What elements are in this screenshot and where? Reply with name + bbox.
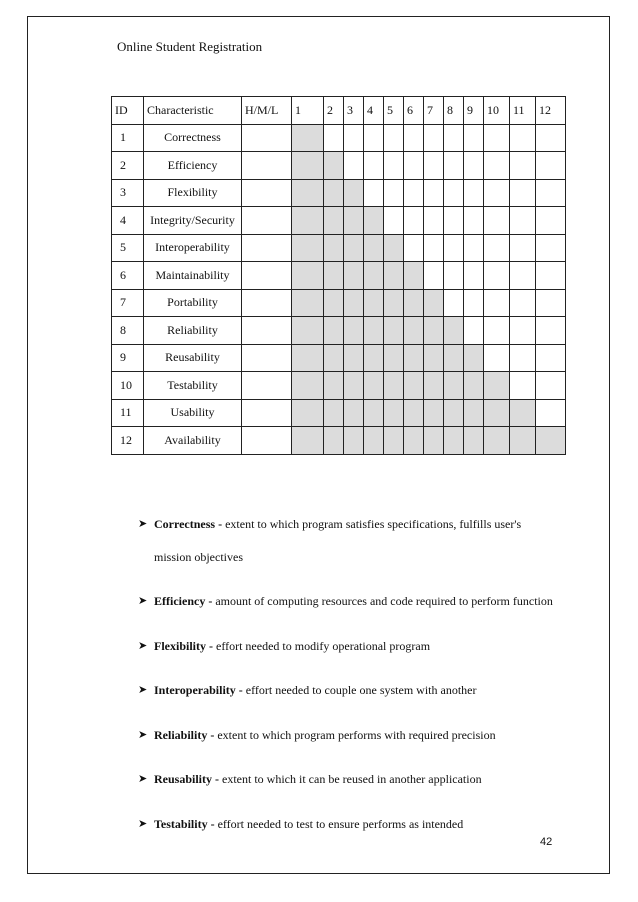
matrix-cell xyxy=(510,152,536,180)
matrix-cell xyxy=(292,124,324,152)
matrix-cell xyxy=(536,262,566,290)
matrix-cell xyxy=(484,234,510,262)
matrix-cell xyxy=(364,399,384,427)
matrix-cell xyxy=(364,372,384,400)
matrix-cell xyxy=(344,372,364,400)
matrix-cell xyxy=(424,289,444,317)
table-row xyxy=(112,124,566,152)
matrix-cell xyxy=(292,344,324,372)
matrix-cell xyxy=(324,152,344,180)
header-cell: 9 xyxy=(464,97,484,125)
matrix-cell xyxy=(404,152,424,180)
matrix-cell xyxy=(536,234,566,262)
matrix-cell xyxy=(424,344,444,372)
matrix-cell xyxy=(464,234,484,262)
matrix-cell xyxy=(344,317,364,345)
matrix-cell xyxy=(324,234,344,262)
hml-cell xyxy=(242,399,292,427)
matrix-cell xyxy=(536,179,566,207)
header-cell: ID xyxy=(112,97,144,125)
matrix-cell xyxy=(444,179,464,207)
characteristic-cell: Correctness xyxy=(144,124,242,152)
definitions-list xyxy=(138,508,558,852)
matrix-cell xyxy=(384,124,404,152)
matrix-cell xyxy=(324,344,344,372)
header-cell: 8 xyxy=(444,97,464,125)
matrix-cell xyxy=(424,262,444,290)
matrix-cell xyxy=(510,372,536,400)
matrix-cell xyxy=(292,207,324,235)
matrix-cell xyxy=(536,317,566,345)
matrix-cell xyxy=(364,427,384,455)
matrix-cell xyxy=(464,372,484,400)
matrix-cell xyxy=(384,262,404,290)
matrix-cell xyxy=(510,234,536,262)
matrix-cell xyxy=(536,289,566,317)
hml-cell xyxy=(242,152,292,180)
hml-cell xyxy=(242,207,292,235)
matrix-cell xyxy=(324,289,344,317)
row-id-cell: 8 xyxy=(112,317,144,345)
matrix-cell xyxy=(424,372,444,400)
matrix-cell xyxy=(364,152,384,180)
matrix-cell xyxy=(510,289,536,317)
row-id-cell: 9 xyxy=(112,344,144,372)
characteristic-cell: Availability xyxy=(144,427,242,455)
list-item: ➤ Reusability - extent to which it can be reused in another application xyxy=(138,763,558,796)
matrix-cell xyxy=(536,427,566,455)
matrix-cell xyxy=(464,317,484,345)
table-row xyxy=(112,372,566,400)
matrix-cell xyxy=(536,207,566,235)
matrix-cell xyxy=(292,262,324,290)
header-cell: 6 xyxy=(404,97,424,125)
list-item: ➤ Correctness - extent to which program satisfies specifications, fulfills user's mission objectives xyxy=(138,508,558,573)
row-id-cell: 7 xyxy=(112,289,144,317)
matrix-cell xyxy=(384,207,404,235)
matrix-cell xyxy=(384,317,404,345)
hml-cell xyxy=(242,372,292,400)
matrix-cell xyxy=(324,179,344,207)
matrix-cell xyxy=(292,179,324,207)
row-id-cell: 6 xyxy=(112,262,144,290)
matrix-cell xyxy=(444,372,464,400)
matrix-cell xyxy=(484,124,510,152)
matrix-cell xyxy=(384,289,404,317)
matrix-cell xyxy=(464,344,484,372)
arrowhead-bullet-icon: ➤ xyxy=(138,639,148,652)
matrix-cell xyxy=(424,207,444,235)
hml-cell xyxy=(242,289,292,317)
matrix-cell xyxy=(292,427,324,455)
matrix-cell xyxy=(344,289,364,317)
matrix-cell xyxy=(464,427,484,455)
matrix-cell xyxy=(464,152,484,180)
matrix-cell xyxy=(384,344,404,372)
matrix-cell xyxy=(364,124,384,152)
row-id-cell: 2 xyxy=(112,152,144,180)
characteristic-cell: Maintainability xyxy=(144,262,242,290)
matrix-cell xyxy=(444,207,464,235)
table-row xyxy=(112,427,566,455)
matrix-cell xyxy=(536,344,566,372)
matrix-cell xyxy=(324,427,344,455)
matrix-cell xyxy=(484,207,510,235)
matrix-cell xyxy=(292,317,324,345)
matrix-cell xyxy=(404,344,424,372)
row-id-cell: 1 xyxy=(112,124,144,152)
row-id-cell: 5 xyxy=(112,234,144,262)
arrowhead-bullet-icon: ➤ xyxy=(138,773,148,785)
header-cell: 4 xyxy=(364,97,384,125)
hml-cell xyxy=(242,262,292,290)
matrix-cell xyxy=(424,179,444,207)
matrix-cell xyxy=(292,399,324,427)
matrix-cell xyxy=(384,427,404,455)
row-id-cell: 12 xyxy=(112,427,144,455)
matrix-cell xyxy=(444,399,464,427)
matrix-cell xyxy=(510,317,536,345)
hml-cell xyxy=(242,179,292,207)
characteristic-cell: Integrity/Security xyxy=(144,207,242,235)
table-header-row xyxy=(112,97,566,125)
matrix-cell xyxy=(484,344,510,372)
matrix-cell xyxy=(344,124,364,152)
matrix-cell xyxy=(344,399,364,427)
matrix-cell xyxy=(384,179,404,207)
list-item: ➤ Testability - effort needed to test to ensure performs as intended xyxy=(138,808,558,841)
matrix-cell xyxy=(484,427,510,455)
arrowhead-bullet-icon: ➤ xyxy=(138,595,148,607)
header-cell: 2 xyxy=(324,97,344,125)
matrix-cell xyxy=(324,317,344,345)
characteristic-cell: Testability xyxy=(144,372,242,400)
hml-cell xyxy=(242,344,292,372)
matrix-cell xyxy=(324,262,344,290)
table-row xyxy=(112,289,566,317)
matrix-cell xyxy=(364,289,384,317)
hml-cell xyxy=(242,234,292,262)
matrix-cell xyxy=(344,262,364,290)
matrix-cell xyxy=(344,152,364,180)
matrix-cell xyxy=(404,289,424,317)
matrix-cell xyxy=(484,399,510,427)
matrix-cell xyxy=(384,372,404,400)
table-row xyxy=(112,234,566,262)
matrix-cell xyxy=(344,427,364,455)
matrix-cell xyxy=(404,317,424,345)
matrix-cell xyxy=(404,234,424,262)
list-item: ➤ Reliability - extent to which program performs with required precision xyxy=(138,719,558,752)
matrix-cell xyxy=(536,152,566,180)
matrix-cell xyxy=(292,289,324,317)
matrix-cell xyxy=(404,399,424,427)
matrix-cell xyxy=(404,372,424,400)
matrix-cell xyxy=(444,124,464,152)
header-cell: 11 xyxy=(510,97,536,125)
matrix-cell xyxy=(364,234,384,262)
matrix-cell xyxy=(510,207,536,235)
matrix-cell xyxy=(444,262,464,290)
characteristic-cell: Interoperability xyxy=(144,234,242,262)
matrix-cell xyxy=(510,262,536,290)
matrix-cell xyxy=(510,124,536,152)
matrix-cell xyxy=(444,152,464,180)
matrix-cell xyxy=(384,152,404,180)
arrowhead-bullet-icon: ➤ xyxy=(138,728,148,741)
characteristic-cell: Portability xyxy=(144,289,242,317)
matrix-cell xyxy=(464,179,484,207)
hml-cell xyxy=(242,124,292,152)
row-id-cell: 10 xyxy=(112,372,144,400)
matrix-cell xyxy=(404,124,424,152)
arrowhead-bullet-icon: ➤ xyxy=(138,817,148,830)
matrix-cell xyxy=(424,124,444,152)
header-cell: 10 xyxy=(484,97,510,125)
matrix-cell xyxy=(424,234,444,262)
matrix-cell xyxy=(510,399,536,427)
quality-characteristics-table xyxy=(111,96,566,455)
characteristic-cell: Usability xyxy=(144,399,242,427)
row-id-cell: 4 xyxy=(112,207,144,235)
matrix-cell xyxy=(324,399,344,427)
matrix-cell xyxy=(444,234,464,262)
matrix-cell xyxy=(424,317,444,345)
matrix-cell xyxy=(484,289,510,317)
matrix-cell xyxy=(484,152,510,180)
row-id-cell: 11 xyxy=(112,399,144,427)
arrowhead-bullet-icon: ➤ xyxy=(138,684,148,696)
matrix-cell xyxy=(404,179,424,207)
matrix-cell xyxy=(344,179,364,207)
header-cell: H/M/L xyxy=(242,97,292,125)
header-cell: 1 xyxy=(292,97,324,125)
header-cell: 3 xyxy=(344,97,364,125)
table-row xyxy=(112,207,566,235)
table-row xyxy=(112,179,566,207)
matrix-cell xyxy=(444,289,464,317)
matrix-cell xyxy=(404,262,424,290)
matrix-cell xyxy=(292,234,324,262)
matrix-cell xyxy=(324,372,344,400)
matrix-cell xyxy=(324,207,344,235)
header-cell: Characteristic xyxy=(144,97,242,125)
matrix-cell xyxy=(464,124,484,152)
matrix-cell xyxy=(464,289,484,317)
matrix-cell xyxy=(484,317,510,345)
page-number: 42 xyxy=(540,836,553,848)
list-item: ➤ Interoperability - effort needed to couple one system with another xyxy=(138,674,558,707)
arrowhead-bullet-icon: ➤ xyxy=(138,518,148,530)
matrix-cell xyxy=(404,207,424,235)
matrix-cell xyxy=(384,399,404,427)
page-header-title: Online Student Registration xyxy=(117,39,263,54)
table-body xyxy=(112,124,566,454)
matrix-cell xyxy=(292,152,324,180)
list-item: ➤ Flexibility - effort needed to modify operational program xyxy=(138,630,558,663)
matrix-cell xyxy=(536,124,566,152)
characteristic-cell: Reliability xyxy=(144,317,242,345)
matrix-cell xyxy=(384,234,404,262)
hml-cell xyxy=(242,317,292,345)
matrix-cell xyxy=(464,262,484,290)
matrix-cell xyxy=(464,399,484,427)
matrix-cell xyxy=(510,427,536,455)
row-id-cell: 3 xyxy=(112,179,144,207)
matrix-cell xyxy=(364,344,384,372)
matrix-cell xyxy=(292,372,324,400)
characteristic-cell: Efficiency xyxy=(144,152,242,180)
characteristic-cell: Reusability xyxy=(144,344,242,372)
matrix-cell xyxy=(536,399,566,427)
matrix-cell xyxy=(444,427,464,455)
matrix-cell xyxy=(484,372,510,400)
matrix-cell xyxy=(484,262,510,290)
matrix-cell xyxy=(404,427,424,455)
table-row xyxy=(112,399,566,427)
matrix-cell xyxy=(364,179,384,207)
matrix-cell xyxy=(464,207,484,235)
list-item: ➤ Efficiency - amount of computing resources and code required to perform function xyxy=(138,585,558,618)
matrix-cell xyxy=(444,344,464,372)
table-row xyxy=(112,344,566,372)
table-row xyxy=(112,152,566,180)
hml-cell xyxy=(242,427,292,455)
matrix-cell xyxy=(364,317,384,345)
header-cell: 7 xyxy=(424,97,444,125)
matrix-cell xyxy=(344,344,364,372)
table-row xyxy=(112,317,566,345)
matrix-cell xyxy=(364,207,384,235)
matrix-cell xyxy=(424,399,444,427)
characteristic-cell: Flexibility xyxy=(144,179,242,207)
matrix-cell xyxy=(484,179,510,207)
matrix-cell xyxy=(424,427,444,455)
header-cell: 5 xyxy=(384,97,404,125)
matrix-cell xyxy=(364,262,384,290)
matrix-cell xyxy=(536,372,566,400)
matrix-cell xyxy=(324,124,344,152)
table-row xyxy=(112,262,566,290)
matrix-cell xyxy=(344,234,364,262)
matrix-cell xyxy=(510,179,536,207)
matrix-cell xyxy=(510,344,536,372)
matrix-cell xyxy=(344,207,364,235)
matrix-cell xyxy=(424,152,444,180)
header-cell: 12 xyxy=(536,97,566,125)
matrix-cell xyxy=(444,317,464,345)
